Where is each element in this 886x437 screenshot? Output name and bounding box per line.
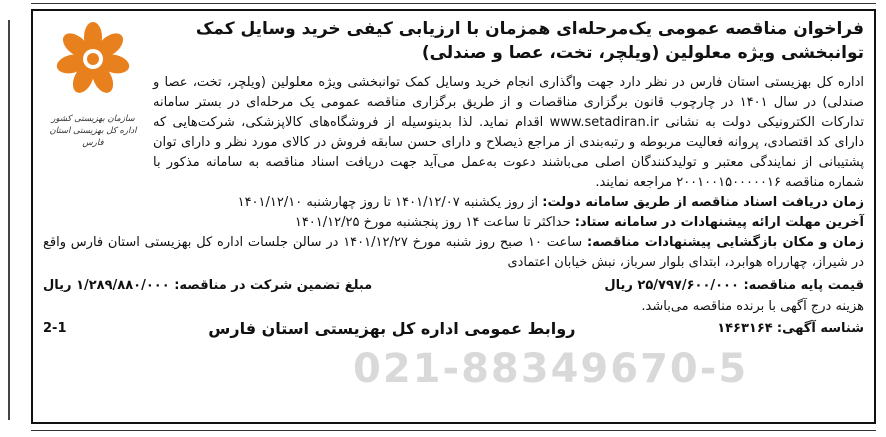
deadline-label: آخرین مهلت ارائه پیشنهادات در سامانه ستاد: [574,215,864,230]
page-code: 2-1 [43,321,67,336]
logo-org-name: سازمان بهزیستی کشور [51,114,135,124]
ad-id [717,317,864,341]
publisher-name: روابط عمومی اداره کل بهزیستی استان فارس [208,319,576,338]
phone-watermark: 021-88349670-5 [353,346,749,392]
guarantee-value: ۱/۲۸۹/۸۸۰/۰۰۰ ریال [43,278,170,293]
announcement-frame [31,9,876,424]
base-price-value: ۲۵/۷۹۷/۶۰۰/۰۰۰ ریال [604,278,739,293]
ad-id-label: شناسه آگهی: [776,321,864,336]
logo-org-subname: اداره کل بهزیستی استان فارس [49,126,137,148]
doc-receipt-label: زمان دریافت اسناد مناقصه از طریق سامانه دولت: [542,195,864,210]
announcement-title: فراخوان مناقصه عمومی یک‌مرحله‌ای همزمان با ارزیابی کیفی خرید وسایل کمک توانبخشی ویژه معلولین (ویلچر، تخت، عصا و صندلی) [195,19,864,63]
announcement-content [43,17,864,416]
doc-receipt-value: از روز یکشنبه ۱۴۰۱/۱۲/۰۷ تا روز چهارشنبه ۱۴۰۱/۱۲/۱۰ [237,195,539,210]
guarantee-label: مبلغ تضمین شرکت در مناقصه: [174,278,373,293]
ad-id-value: ۱۴۶۳۱۶۴ [717,321,773,336]
deadline-row [43,213,864,233]
opening-row [43,233,864,273]
doc-receipt-row [43,193,864,213]
ad-cost-row: هزینه درج آگهی با برنده مناقصه می‌باشد. [641,299,864,314]
top-edge-line [31,3,876,4]
base-price-label: قیمت پایه مناقصه: [743,278,864,293]
opening-value: ساعت ۱۰ صبح روز شنبه مورخ ۱۴۰۱/۱۲/۲۷ در سالن جلسات اداره کل بهزیستی استان فارس واقع در شیراز، چهارراه هوابرد، ابتدای بلوار سرباز، نبش خیابان اعتمادی [43,235,864,270]
deadline-value: حداکثر تا ساعت ۱۴ روز پنجشنبه مورخ ۱۴۰۱/۱۲/۲۵ [294,215,571,230]
base-price [604,275,864,297]
price-row [43,275,864,297]
bottom-edge-line [31,430,876,431]
footer-row [43,317,864,341]
opening-label: زمان و مکان بازگشایی پیشنهادات مناقصه: [586,235,864,250]
intro-paragraph: اداره کل بهزیستی استان فارس در نظر دارد جهت واگذاری انجام خرید وسایل کمک توانبخشی ویژه معلولین (ویلچر، تخت، عصا و صندلی) در سال ۱۴۰۱ در چارچوب قانون برگزاری مناقصات و از طریق برگزاری مناقصه عمومی یک مرحله‌ای در بستر سامانه تدارکات الکترونیکی دولت به نشانی www.setadiran.ir اقدام نماید. لذا بدینوسیله از فروشگاه‌های کالاپزشکی، شرکت‌هایی که دارای کد اقتصادی، پروانه فعالیت مربوطه و رتبه‌بندی از مراجع ذیصلاح و دارای حسن سابقه فروش در کالای مورد نظر و دارای توان پشتیبانی از نمایندگی معتبر و تولیدکنندگان اصلی می‌باشند دعوت به‌عمل می‌آید جهت دریافت اسناد مناقصه به سامانه مذکور با شماره مناقصه ۲۰۰۱۰۰۱۵۰۰۰۰۰۱۶ مراجعه نمایند. [153,75,865,190]
guarantee [43,275,372,297]
left-edge-line [8,20,10,420]
